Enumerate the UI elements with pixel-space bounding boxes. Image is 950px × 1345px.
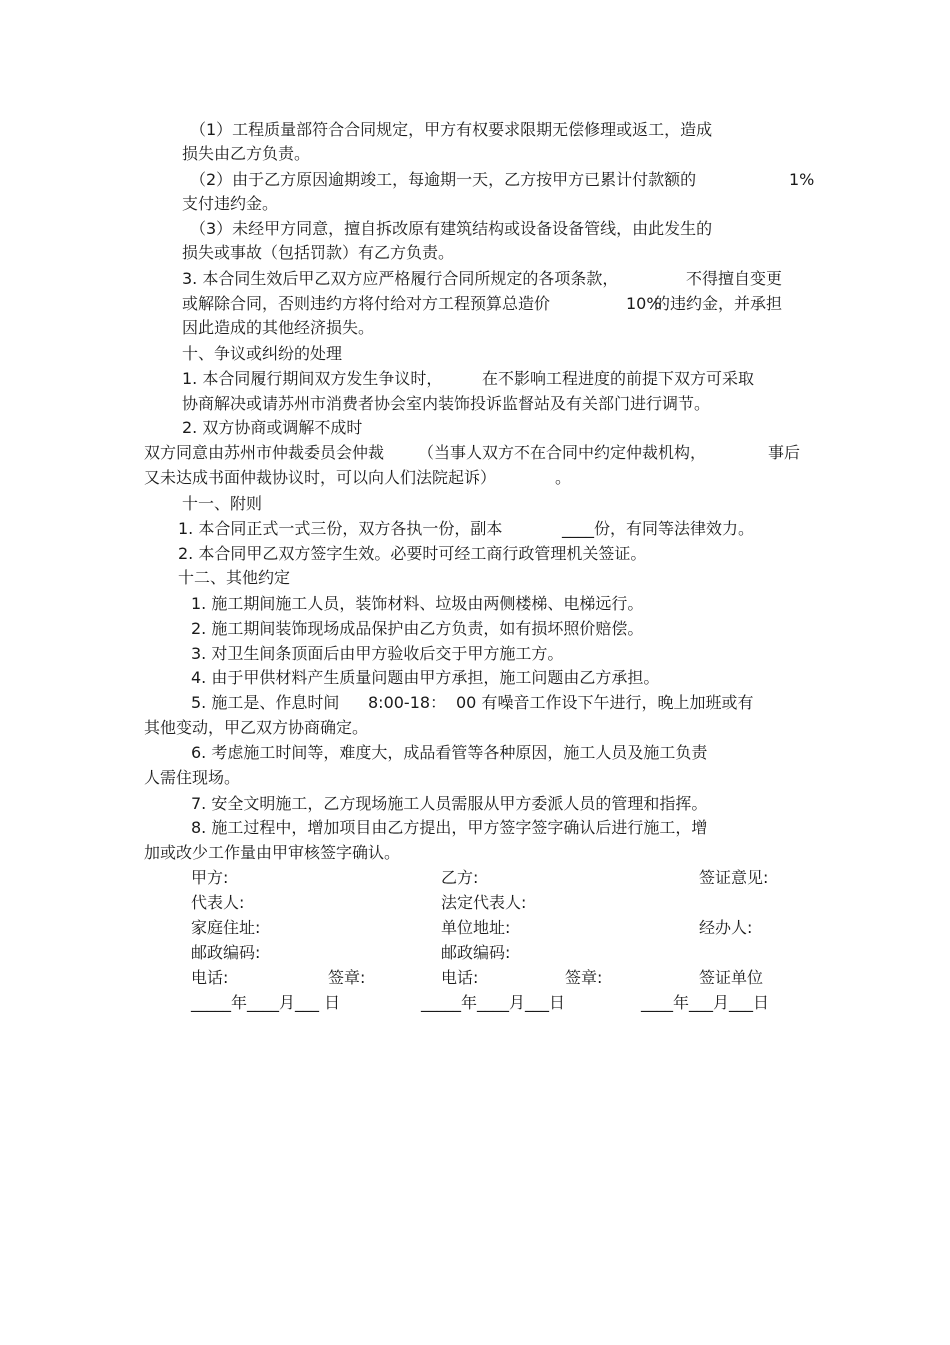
phone-a-label: 电话: (191, 968, 229, 987)
home-address-label: 家庭住址: (191, 918, 261, 937)
date-line-a: _____年____月___ 日 (191, 993, 341, 1012)
section-11-item-2: 2. 本合同甲乙双方签字生效。必要时可经工商行政管理机关签证。 (178, 544, 647, 563)
seal-a-label: 签章: (328, 968, 366, 987)
clause-item-1: （1）工程质量部符合合同规定，甲方有权要求限期无偿修理或返工，造成 (190, 120, 713, 139)
endorsing-unit-label: 签证单位 (699, 968, 764, 987)
clause-item-3-cont: 损失或事故（包括罚款）有乙方负责。 (182, 243, 455, 262)
clause-3-cont-part2: 的违约金，并承担 (654, 294, 783, 313)
party-b-label: 乙方: (441, 868, 479, 887)
clause-item-1-cont: 损失由乙方负责。 (182, 144, 311, 163)
clause-item-2-cont: 支付违约金。 (182, 194, 279, 213)
section-10-item-2-cont-part2: （当事人双方不在合同中约定仲裁机构， (418, 443, 707, 462)
clause-3: 3. 本合同生效后甲乙双方应严格履行合同所规定的各项条款， (182, 269, 619, 288)
section-12-item-4: 4. 由于甲供材料产生质量问题由甲方承担，施工问题由乙方承担。 (191, 668, 660, 687)
section-11-heading: 十一、附则 (182, 494, 263, 513)
date-line-b: _____年____月___日 (421, 993, 566, 1012)
handler-label: 经办人: (699, 918, 753, 937)
phone-b-label: 电话: (441, 968, 479, 987)
section-10-item-2: 2. 双方协商或调解不成时 (182, 418, 363, 437)
section-10-item-2-period: 。 (555, 468, 572, 487)
section-12-item-1: 1. 施工期间施工人员，装饰材料、垃圾由两侧楼梯、电梯远行。 (191, 594, 644, 613)
section-10-item-2-cont-part3: 事后 (768, 443, 801, 462)
seal-b-label: 签章: (565, 968, 603, 987)
section-12-item-7: 7. 安全文明施工，乙方现场施工人员需服从甲方委派人员的管理和指挥。 (191, 794, 708, 813)
clause-item-3: （3）未经甲方同意，擅自拆改原有建筑结构或设备设备管线，由此发生的 (190, 219, 713, 238)
clause-item-2: （2）由于乙方原因逾期竣工，每逾期一天，乙方按甲方已累计付款额的 (190, 170, 697, 189)
penalty-rate: 1% (789, 170, 815, 189)
clause-3-part2: 不得擅自变更 (686, 269, 783, 288)
section-12-heading: 十二、其他约定 (178, 568, 291, 587)
section-12-item-8: 8. 施工过程中，增加项目由乙方提出，甲方签字签字确认后进行施工，增 (191, 818, 708, 837)
unit-address-label: 单位地址: (441, 918, 511, 937)
section-12-item-5-cont: 其他变动，甲乙双方协商确定。 (144, 718, 369, 737)
work-hours: 8:00-18： (368, 693, 447, 712)
section-10-item-1: 1. 本合同履行期间双方发生争议时， (182, 369, 443, 388)
clause-3-cont-2: 因此造成的其他经济损失。 (182, 318, 375, 337)
postal-code-b-label: 邮政编码: (441, 943, 511, 962)
breach-rate: 10% (626, 294, 662, 313)
section-10-heading: 十、争议或纠纷的处理 (182, 344, 343, 363)
legal-representative-label: 法定代表人: (441, 893, 527, 912)
section-12-item-3: 3. 对卫生间条顶面后由甲方验收后交于甲方施工方。 (191, 644, 564, 663)
section-12-item-5-part2: 00 有噪音工作设下午进行，晚上加班或有 (456, 693, 754, 712)
section-11-item-1-part2: ____份，有同等法律效力。 (562, 519, 755, 538)
section-12-item-2: 2. 施工期间装饰现场成品保护由乙方负责，如有损坏照价赔偿。 (191, 619, 644, 638)
postal-code-a-label: 邮政编码: (191, 943, 261, 962)
section-10-item-1-part2: 在不影响工程进度的前提下双方可采取 (482, 369, 755, 388)
section-12-item-6-cont: 人需住现场。 (144, 768, 241, 787)
date-line-c: ____年___月___日 (641, 993, 770, 1012)
representative-label: 代表人: (191, 893, 245, 912)
clause-3-cont: 或解除合同，否则违约方将付给对方工程预算总造价 (182, 294, 551, 313)
section-11-item-1: 1. 本合同正式一式三份，双方各执一份，副本 (178, 519, 503, 538)
endorsement-opinion-label: 签证意见: (699, 868, 769, 887)
section-10-item-2-cont: 双方同意由苏州市仲裁委员会仲裁 (144, 443, 385, 462)
section-12-item-5: 5. 施工是、作息时间 (191, 693, 340, 712)
party-a-label: 甲方: (191, 868, 229, 887)
section-12-item-8-cont: 加或改少工作量由甲审核签字确认。 (144, 843, 401, 862)
section-10-item-2-cont-2: 又未达成书面仲裁协议时，可以向人们法院起诉） (144, 468, 497, 487)
section-10-item-1-cont: 协商解决或请苏州市消费者协会室内装饰投诉监督站及有关部门进行调节。 (182, 394, 711, 413)
section-12-item-6: 6. 考虑施工时间等，难度大，成品看管等各种原因，施工人员及施工负责 (191, 743, 708, 762)
